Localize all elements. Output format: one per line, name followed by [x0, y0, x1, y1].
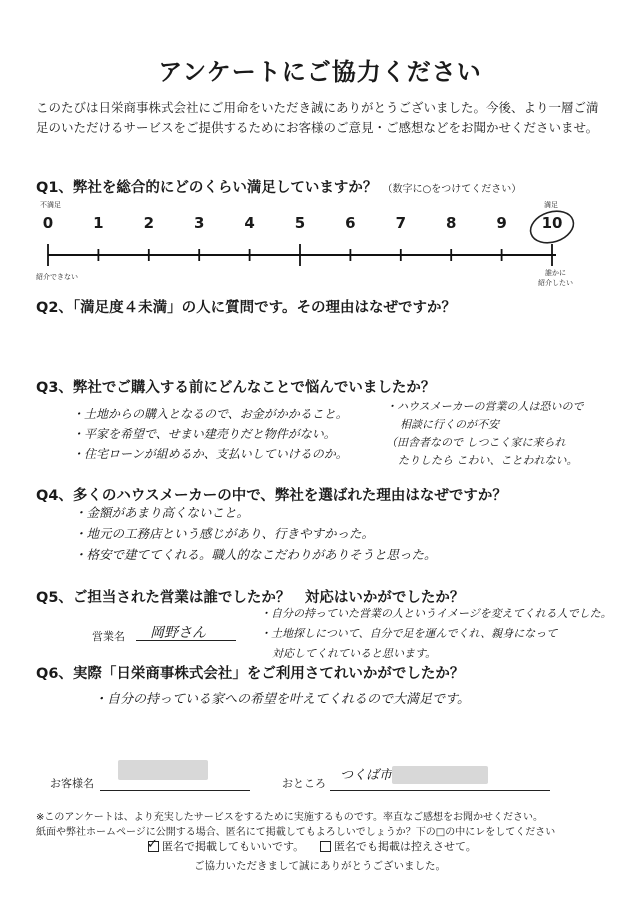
q3-answer-4: ・ハウスメーカーの営業の人は恐いので [386, 400, 584, 413]
footer-line-2: 紙面や弊社ホームページに公開する場合、匿名にて掲載してもよろしいでしょうか？下の□の中にレをしてください [36, 827, 556, 838]
scale-right-bottom-1: 誰かに [545, 269, 566, 277]
q5-answer-3: 対応してくれていると思います。 [272, 647, 437, 660]
scale-left-top: 不満足 [40, 201, 61, 209]
address-redacted [392, 766, 488, 784]
address-label: おところ [282, 777, 326, 790]
scale-option-10[interactable]: 10 [541, 214, 563, 232]
option-no-checkbox[interactable] [320, 841, 331, 852]
q1-note: （数字に○をつけてください） [382, 184, 522, 195]
q1-label: Q1、弊社を総合的にどのくらい満足していますか？ [36, 180, 378, 196]
option-yes-checkbox[interactable] [147, 836, 159, 852]
q3-answer-3: ・住宅ローンが組めるか、支払いしていけるのか。 [72, 447, 348, 461]
q3-label: Q3、弊社でご購入する前にどんなことで悩んでいましたか？ [36, 380, 436, 396]
q3-answer-2: ・平家を希望で、せまい建売りだと物件がない。 [72, 427, 336, 441]
q3-answer-7: たりしたら こわい、ことわれない。 [398, 454, 578, 467]
q4-answer-3: ・格安で建ててくれる。職人的なこだわりがありそうと思った。 [74, 547, 437, 562]
q6-answer: ・自分の持っている家への希望を叶えてくれるので大満足です。 [94, 692, 470, 707]
rep-name: 岡野さん [150, 625, 206, 641]
scale-option-7[interactable]: 7 [395, 214, 407, 232]
scale-right-bottom [538, 268, 573, 288]
q5-answer-2: ・土地探しについて、自分で足を運んでくれ、親身になって [260, 627, 558, 640]
q3-answers-left [72, 404, 348, 464]
scale-option-5[interactable]: 5 [294, 214, 306, 232]
scale-option-8[interactable]: 8 [445, 214, 457, 232]
rep-underline [136, 640, 236, 641]
q3-answer-6: （田舎者なので しつこく家に来られ [386, 436, 566, 449]
selected-circle [526, 206, 577, 248]
address-value: つくば市 [340, 768, 393, 783]
q2-label: Q2、「満足度４未満」の人に質問です。その理由はなぜですか？ [36, 300, 457, 316]
option-yes-label: 匿名で掲載してもいいです。 [162, 840, 305, 853]
q6-label: Q6、実際「日栄商事株式会社」をご利用さてれいかがでしたか？ [36, 666, 465, 682]
checkmark-icon: ✓ [147, 836, 158, 852]
option-no[interactable] [320, 838, 477, 854]
q4-label: Q4、多くのハウスメーカーの中で、弊社を選ばれた理由はなぜですか？ [36, 488, 507, 504]
q4-answers [74, 502, 437, 565]
page-title: アンケートにご協力ください [158, 58, 482, 86]
customer-name-redacted [118, 760, 208, 780]
scale-option-6[interactable]: 6 [345, 214, 356, 232]
address-underline [330, 790, 550, 791]
scale-right-bottom-2: 紹介したい [538, 279, 573, 287]
option-yes[interactable] [148, 838, 304, 854]
customer-name-underline [100, 790, 250, 791]
scale-option-9[interactable]: 9 [496, 214, 507, 232]
rep-label: 営業名 [92, 630, 125, 643]
intro-text: このたびは日栄商事株式会社にご用命をいただき誠にありがとうございました。今後、より一層ご満足のいただけるサービスをご提供するためにお客様のご意見・ご感想などをお聞かせくださいませ。 [36, 100, 599, 135]
q3-answer-1: ・土地からの購入となるので、お金がかかること。 [72, 407, 348, 421]
q3-answer-5: 相談に行くのが不安 [400, 418, 499, 431]
q5-answers [260, 604, 612, 664]
q4-answer-1: ・金額があまり高くないこと。 [74, 505, 250, 520]
q5-answer-1: ・自分の持っていた営業の人というイメージを変えてくれる人でした。 [260, 607, 612, 620]
q5-label: Q5、ご担当された営業は誰でしたか？ 対応はいかがでしたか？ [36, 590, 465, 606]
scale-right-top: 満足 [544, 201, 558, 209]
scale-option-0[interactable]: 0 [42, 214, 54, 232]
q3-answers-right [386, 398, 583, 470]
customer-name-label: お客様名 [50, 777, 94, 790]
scale-left-bottom: 紹介できない [36, 273, 78, 281]
thanks-text: ご協力いただきまして誠にありがとうございました。 [194, 860, 446, 872]
option-no-label: 匿名でも掲載は控えさせて。 [334, 840, 477, 853]
q4-answer-2: ・地元の工務店という感じがあり、行きやすかった。 [74, 526, 375, 541]
scale-option-3[interactable]: 3 [193, 214, 205, 232]
scale-option-1[interactable]: 1 [93, 214, 104, 232]
scale-option-2[interactable]: 2 [143, 214, 155, 232]
scale-option-4[interactable]: 4 [244, 214, 255, 232]
footer-line-1: ※このアンケートは、より充実したサービスをするために実施するものです。率直なご感想をお聞かせください。 [36, 812, 543, 823]
